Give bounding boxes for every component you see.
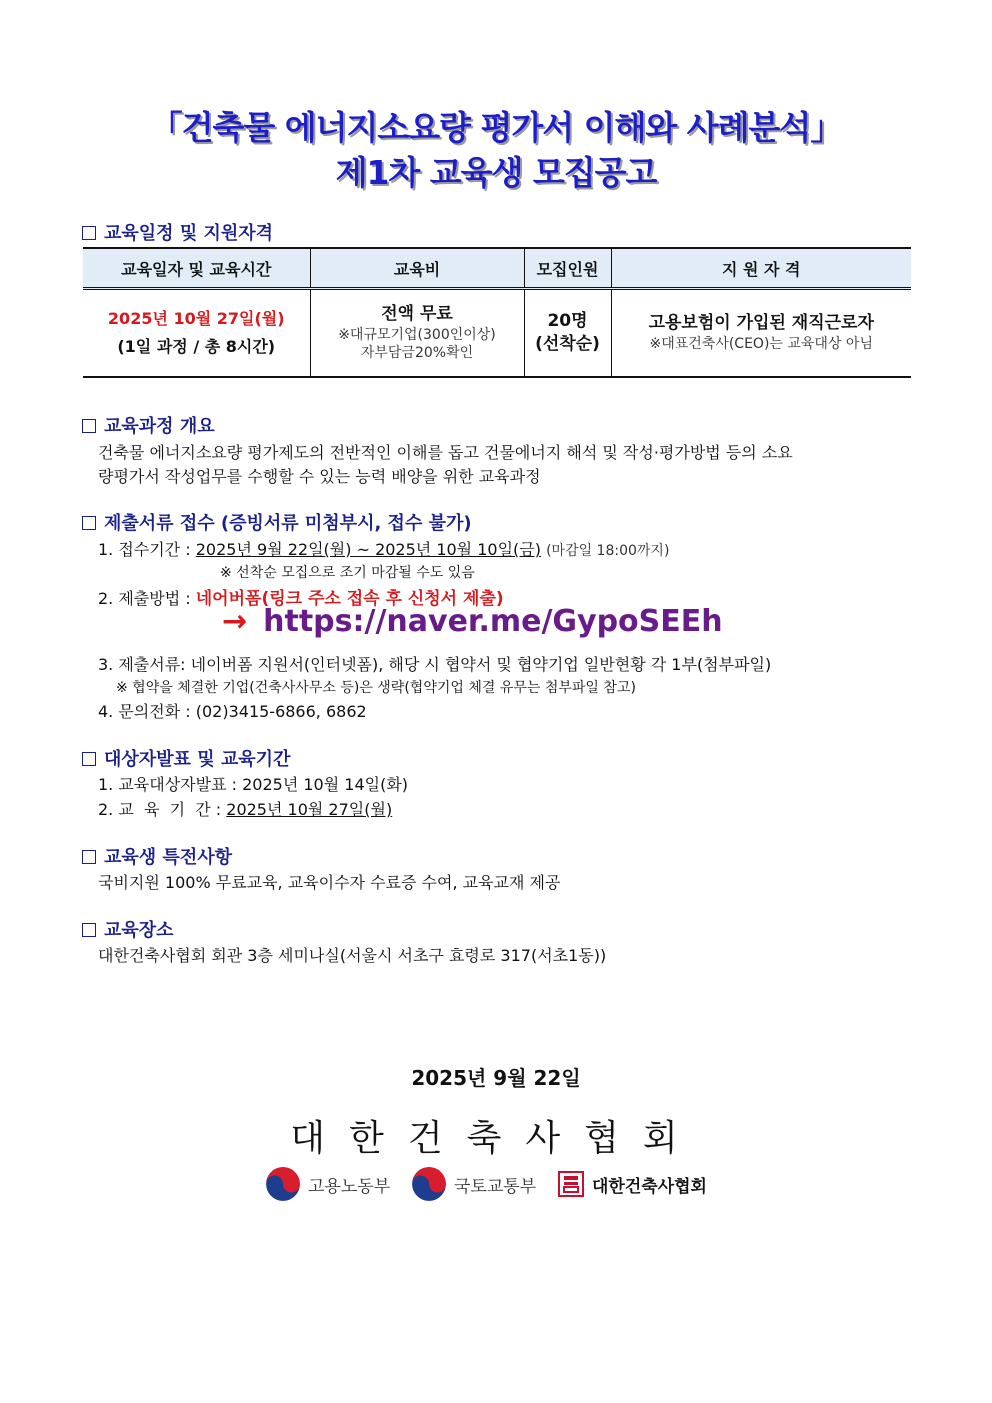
checkbox-square-icon xyxy=(82,923,96,937)
submission-period xyxy=(98,537,669,560)
fee: 전액 무료 xyxy=(381,303,453,324)
contact-phone: 4. 문의전화 : (02)3415-6866, 6862 xyxy=(98,702,367,721)
course-period-label: 2. 교 육 기 간 : xyxy=(98,800,222,819)
issue-date: 2025년 9월 22일 xyxy=(411,1066,581,1090)
cell-fee xyxy=(310,289,524,378)
logo-molit xyxy=(412,1166,536,1202)
section-heading-text: 교육생 특전사항 xyxy=(104,847,232,868)
method-text: 네어버폼(링크 주소 접속 후 신청서 제출) xyxy=(195,589,504,609)
logo-molit-text: 국토교통부 xyxy=(454,1176,537,1197)
course-period-date: 2025년 10월 27일(월) xyxy=(226,800,393,819)
header-count: 모집인원 xyxy=(524,248,611,289)
header-date: 교육일자 및 교육시간 xyxy=(83,248,310,289)
period-note: ※ 선착순 모집으로 조기 마감될 수도 있음 xyxy=(220,565,475,581)
period-dates: 2025년 9월 22일(월) ~ 2025년 10월 10일(금) xyxy=(195,540,541,559)
taegeuk-icon xyxy=(266,1167,300,1201)
logo-moel xyxy=(266,1166,390,1202)
checkbox-square-icon xyxy=(82,226,96,240)
title-line-2: 제1차 교육생 모집공고 xyxy=(335,153,657,192)
checkbox-square-icon xyxy=(82,850,96,864)
course-duration: (1일 과정 / 총 8시간) xyxy=(117,337,276,356)
checkbox-square-icon xyxy=(82,419,96,433)
organization-name: 대한건축사협회 xyxy=(290,1118,702,1159)
method-label: 2. 제출방법 : xyxy=(98,589,191,608)
announcement-date: 1. 교육대상자발표 : 2025년 10월 14일(화) xyxy=(98,775,409,794)
headcount: 20명 xyxy=(547,311,588,332)
logo-kira-text: 대한건축사협회 xyxy=(592,1176,707,1197)
header-qualification: 지 원 자 격 xyxy=(611,248,911,289)
section-heading-text: 교육장소 xyxy=(104,920,174,941)
section-heading-submission xyxy=(82,509,472,535)
headcount-note: (선착순) xyxy=(535,334,600,354)
documents-note: ※ 협약을 체결한 기업(건축사사무소 등)은 생략(협약기업 체결 유무는 첨부파일 참고) xyxy=(116,680,636,696)
course-period xyxy=(98,797,392,820)
course-date: 2025년 10월 27일(월) xyxy=(107,309,285,329)
checkbox-square-icon xyxy=(82,752,96,766)
cell-qualification xyxy=(611,289,911,378)
section-heading-text: 제출서류 접수 (증빙서류 미첨부시, 접수 불가) xyxy=(104,513,472,534)
logo-kira xyxy=(558,1166,707,1202)
fee-note-1: ※대규모기업(300인이상) xyxy=(338,326,496,343)
application-link-row xyxy=(222,604,723,639)
section-heading-announcement xyxy=(82,745,290,771)
section-heading-text: 교육과정 개요 xyxy=(104,416,215,437)
kira-emblem-icon xyxy=(558,1171,584,1197)
qualification-note: ※대표건축사(CEO)는 교육대상 아님 xyxy=(649,336,873,353)
cell-date xyxy=(83,289,310,378)
benefits-text: 국비지원 100% 무료교육, 교육이수자 수료증 수여, 교육교재 제공 xyxy=(98,873,561,892)
section-heading-benefits xyxy=(82,843,232,869)
venue-text: 대한건축사협회 회관 3층 세미나실(서울시 서초구 효령로 317(서초1동)) xyxy=(98,946,607,965)
cell-count xyxy=(524,289,611,378)
section-heading-schedule xyxy=(82,219,273,245)
section-heading-venue xyxy=(82,916,174,942)
fee-note-2: 자부담금20%확인 xyxy=(360,345,474,362)
title-line-1: 「건축물 에너지소요량 평가서 이해와 사례분석」 xyxy=(149,108,843,147)
section-heading-text: 교육일정 및 지원자격 xyxy=(104,223,274,244)
overview-line-2: 량평가서 작성업무를 수행할 수 있는 능력 배양을 위한 교육과정 xyxy=(98,467,541,486)
logo-moel-text: 고용노동부 xyxy=(308,1176,391,1197)
overview-line-1: 건축물 에너지소요량 평가제도의 전반적인 이해를 돕고 건물에너지 해석 및 작성·평가방법 등의 소요 xyxy=(98,443,793,462)
arrow-right-icon: → xyxy=(222,604,248,639)
checkbox-square-icon xyxy=(82,516,96,530)
table-header-row xyxy=(83,248,911,289)
period-deadline: (마감일 18:00까지) xyxy=(546,543,670,559)
table-row xyxy=(83,289,911,378)
schedule-table xyxy=(83,247,911,378)
header-fee: 교육비 xyxy=(310,248,524,289)
submission-documents: 3. 제출서류: 네이버폼 지원서(인터넷폼), 해당 시 협약서 및 협약기업 일반현황 각 1부(첨부파일) xyxy=(98,655,772,674)
period-label: 1. 접수기간 : xyxy=(98,540,191,559)
section-heading-overview xyxy=(82,412,215,438)
qualification: 고용보험이 가입된 재직근로자 xyxy=(648,313,874,334)
taegeuk-icon xyxy=(412,1167,446,1201)
section-heading-text: 대상자발표 및 교육기간 xyxy=(104,749,291,770)
application-link[interactable]: https://naver.me/GypoSEEh xyxy=(263,604,723,639)
